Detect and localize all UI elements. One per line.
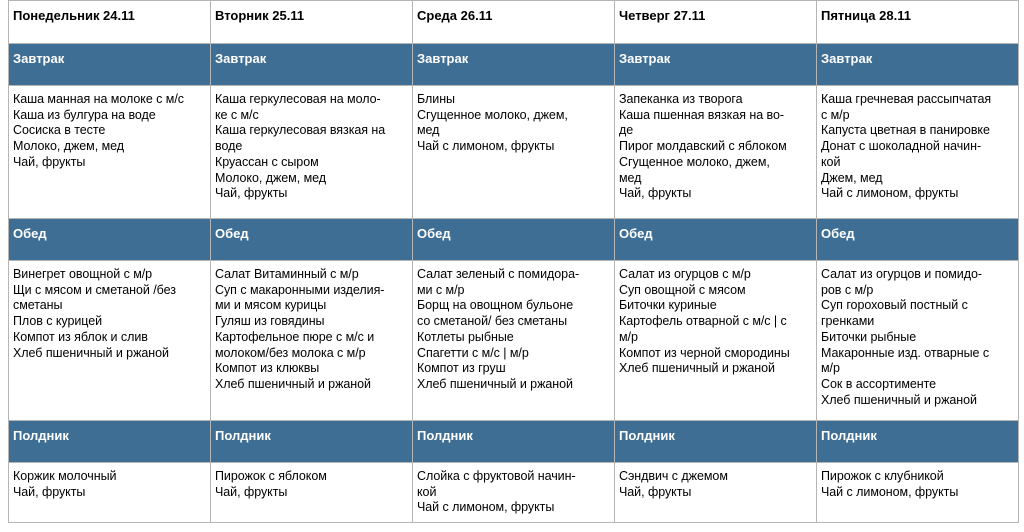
meal-header-cell [211,44,413,86]
snack-list [413,463,614,516]
menu-item: Борщ на овощном бульоне со сметаной/ без сметаны [417,298,574,329]
menu-item: Биточки рыбные [821,329,917,344]
menu-item: Салат Витаминный с м/р [215,267,359,281]
menu-item: Чай с лимоном, фрукты [821,186,959,201]
breakfast-items-row [9,86,1019,219]
menu-item: Чай, фрукты [619,484,692,499]
day-header: Четверг 27.11 [619,8,706,23]
breakfast-list [615,86,816,202]
lunch-list [9,261,210,361]
meal-header-cell [413,219,615,261]
menu-item: Каша манная на молоке с м/с [13,92,184,106]
menu-cell [413,86,615,219]
menu-item: Гуляш из говядины [215,314,325,329]
menu-item: Каша гречневая рассыпчатая с м/р [821,92,992,122]
snack-items-row [9,463,1019,523]
menu-cell [413,463,615,523]
menu-item: Салат зеленый с помидора- ми с м/р [417,267,580,297]
lunch-header-row [9,219,1019,261]
meal-header-cell [615,44,817,86]
snack-list [211,463,412,500]
snack-label: Полдник [821,428,877,443]
menu-item: Сгущенное молоко, джем, мед [417,107,568,138]
menu-item: Макаронные изд. отварные с м/р [821,345,990,376]
menu-item: Чай с лимоном, фрукты [417,500,555,515]
menu-item: Чай, фрукты [13,154,86,169]
breakfast-list [9,86,210,171]
menu-item: Коржик молочный [13,469,117,483]
menu-cell [817,261,1019,421]
menu-item: Сгущенное молоко, джем, мед [619,154,770,185]
lunch-label: Обед [821,226,855,241]
meal-header-cell [817,219,1019,261]
menu-item: Биточки куриные [619,298,717,313]
menu-item: Пирожок с яблоком [215,469,327,483]
menu-item: Хлеб пшеничный и ржаной [215,376,371,391]
snack-label: Полдник [619,428,675,443]
menu-item: Котлеты рыбные [417,329,514,344]
lunch-list [211,261,412,393]
menu-item: Каша пшенная вязкая на во- де [619,107,785,138]
meal-header-cell [817,421,1019,463]
menu-cell [817,86,1019,219]
menu-cell [9,463,211,523]
meal-header-cell [615,421,817,463]
day-header: Вторник 25.11 [215,8,305,23]
menu-cell [9,261,211,421]
breakfast-label: Завтрак [821,51,873,66]
menu-item: Компот из яблок и слив [13,329,148,344]
meal-header-cell [9,421,211,463]
menu-item: Сэндвич с джемом [619,469,728,483]
lunch-label: Обед [13,226,47,241]
meal-header-cell [413,44,615,86]
menu-cell [615,86,817,219]
menu-item: Чай, фрукты [13,484,86,499]
meal-header-cell [211,421,413,463]
menu-cell [211,463,413,523]
menu-item: Каша геркулесовая вязкая на воде [215,123,386,154]
day-header: Среда 26.11 [417,8,493,23]
menu-item: Компот из черной смородины [619,345,790,360]
snack-list [615,463,816,500]
menu-item: Суп с макаронными изделия- ми и мясом курицы [215,282,385,313]
lunch-list [817,261,1018,408]
breakfast-header-row [9,44,1019,86]
menu-item: Сосиска в тесте [13,123,106,138]
snack-label: Полдник [13,428,69,443]
day-header: Понедельник 24.11 [13,8,135,23]
day-header-cell [817,1,1019,44]
snack-label: Полдник [215,428,271,443]
breakfast-label: Завтрак [13,51,65,66]
menu-item: Салат из огурцов с м/р [619,267,751,281]
breakfast-label: Завтрак [619,51,671,66]
menu-item: Хлеб пшеничный и ржаной [13,345,169,360]
day-header-cell [615,1,817,44]
breakfast-list [413,86,614,155]
snack-header-row [9,421,1019,463]
menu-cell [817,463,1019,523]
meal-header-cell [9,219,211,261]
menu-item: Щи с мясом и сметаной /без сметаны [13,282,176,313]
breakfast-list [817,86,1018,202]
menu-cell [211,261,413,421]
lunch-label: Обед [417,226,451,241]
menu-item: Чай, фрукты [215,186,288,201]
menu-item: Суп овощной с мясом [619,282,746,297]
menu-item: Донат с шоколадной начин- кой [821,139,982,169]
menu-item: Суп гороховый постный с гренками [821,298,968,329]
menu-item: Круассан с сыром [215,154,319,169]
snack-label: Полдник [417,428,473,443]
lunch-items-row [9,261,1019,421]
menu-item: Молоко, джем, мед [13,139,124,154]
menu-item: Картофельное пюре с м/с и молоком/без молока с м/р [215,329,375,360]
menu-item: Блины [417,92,455,106]
meal-header-cell [817,44,1019,86]
lunch-list [413,261,614,393]
menu-item: Хлеб пшеничный и ржаной [619,361,775,376]
breakfast-label: Завтрак [417,51,469,66]
lunch-label: Обед [215,226,249,241]
menu-item: Запеканка из творога [619,92,743,106]
day-header-cell [211,1,413,44]
menu-item: Винегрет овощной с м/р [13,267,153,281]
day-header-cell [413,1,615,44]
menu-item: Каша геркулесовая на моло- ке с м/с [215,92,381,122]
snack-list [9,463,210,500]
menu-item: Чай с лимоном, фрукты [821,484,959,499]
menu-item: Молоко, джем, мед [215,170,326,185]
menu-item: Сок в ассортименте [821,376,937,391]
menu-item: Слойка с фруктовой начин- кой [417,469,576,499]
menu-item: Картофель отварной с м/с | с м/р [619,314,787,344]
menu-item: Спагетти с м/с | м/р [417,345,529,360]
menu-item: Пирожок с клубникой [821,469,944,483]
menu-item: Компот из груш [417,361,506,376]
menu-cell [615,261,817,421]
menu-item: Хлеб пшеничный и ржаной [417,376,573,391]
menu-cell [211,86,413,219]
day-header: Пятница 28.11 [821,8,911,23]
menu-cell [413,261,615,421]
menu-item: Плов с курицей [13,314,103,329]
menu-item: Пирог молдавский с яблоком [619,139,787,154]
menu-item: Каша из булгура на воде [13,107,156,122]
day-header-cell [9,1,211,44]
meal-header-cell [211,219,413,261]
weekly-menu-table [8,0,1019,523]
meal-header-cell [615,219,817,261]
day-header-row [9,1,1019,44]
menu-item: Капуста цветная в панировке [821,123,990,138]
menu-cell [9,86,211,219]
menu-item: Чай, фрукты [619,186,692,201]
menu-item: Хлеб пшеничный и ржаной [821,392,977,407]
lunch-list [615,261,816,377]
snack-list [817,463,1018,500]
menu-item: Чай, фрукты [215,484,288,499]
lunch-label: Обед [619,226,653,241]
meal-header-cell [9,44,211,86]
menu-item: Компот из клюквы [215,361,320,376]
breakfast-list [211,86,412,202]
menu-item: Джем, мед [821,170,883,185]
breakfast-label: Завтрак [215,51,267,66]
menu-cell [615,463,817,523]
menu-item: Салат из огурцов и помидо- ров с м/р [821,267,982,297]
menu-item: Чай с лимоном, фрукты [417,139,555,154]
meal-header-cell [413,421,615,463]
